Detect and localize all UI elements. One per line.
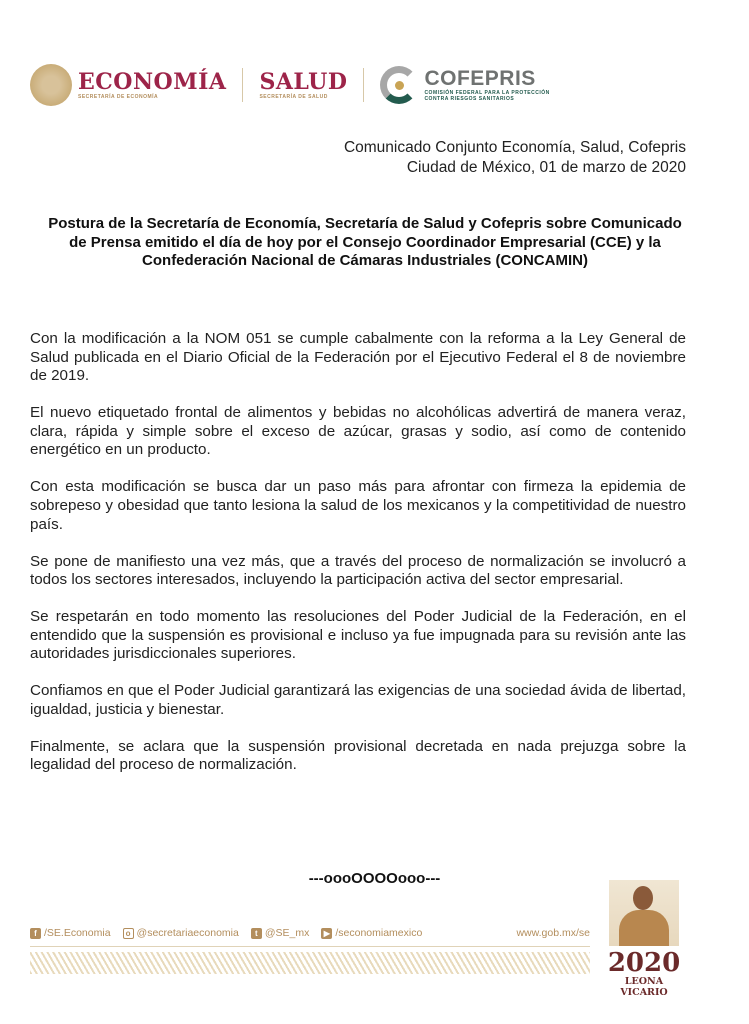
paragraph: Se respetarán en todo momento las resoluciones del Poder Judicial de la Federación, en el entendido que la suspensión es provisional e incluso ya fue impugnada para su revisión ante las autoridades jurisdiccionales superiores.: [30, 608, 686, 663]
divider: [242, 68, 243, 102]
cofepris-icon: [380, 66, 418, 104]
paragraph: Con esta modificación se busca dar un paso más para afrontar con firmeza la epidemia de sobrepeso y obesidad que tanto lesiona la salud de los mexicanos y la competitividad de nuestro país.: [30, 478, 686, 533]
social-links: [30, 927, 590, 939]
paragraph: Con la modificación a la NOM 051 se cumple cabalmente con la reforma a la Ley General de Salud publicada en el Diario Oficial de la Federación por el Ejecutivo Federal el 8 de noviembre de 2019.: [30, 330, 686, 385]
place-date: Ciudad de México, 01 de marzo de 2020: [406, 159, 686, 176]
twitter-icon: t: [251, 928, 262, 939]
cofepris-name: COFEPRIS: [424, 67, 536, 90]
year-label: 2020: [607, 948, 681, 978]
facebook-link[interactable]: /SE.Economia: [44, 927, 111, 939]
communique-type: Comunicado Conjunto Economía, Salud, Cofepris: [343, 139, 686, 156]
cofepris-sub2: CONTRA RIESGOS SANITARIOS: [424, 96, 515, 102]
document-title: Postura de la Secretaría de Economía, Secretaría de Salud y Cofepris sobre Comunicado de Prensa emitido el día de hoy por el Consejo Coordinador Empresarial (CCE) y la Confederación Nacional de Cámaras Industriales (CONCAMIN): [48, 215, 682, 269]
leona-vicario-label: LEONA VICARIO: [620, 976, 668, 998]
document-body: [30, 330, 686, 793]
document-meta: [344, 138, 686, 178]
paragraph: Se pone de manifiesto una vez más, que a través del proceso de normalización se involucró a todos los sectores interesados, incluyendo la participación activa del sector empresarial.: [30, 552, 686, 589]
economia-logo: [78, 70, 226, 100]
salud-name: SALUD: [259, 69, 348, 95]
instagram-link[interactable]: @secretariaeconomia: [136, 927, 239, 939]
cofepris-logo: [424, 68, 549, 102]
decorative-pattern: [30, 952, 590, 974]
mexico-seal-logo: [30, 64, 72, 106]
cofepris-sub1: COMISIÓN FEDERAL PARA LA PROTECCIÓN: [424, 90, 550, 96]
paragraph: Confiamos en que el Poder Judicial garantizará las exigencias de una sociedad ávida de libertad, igualdad, justicia y bienestar.: [30, 682, 686, 718]
youtube-icon: ▶: [321, 928, 332, 939]
divider: [363, 68, 364, 102]
twitter-link[interactable]: @SE_mx: [264, 927, 310, 939]
website-link[interactable]: www.gob.mx/se: [516, 927, 590, 939]
salud-logo: [259, 70, 347, 100]
economia-name: ECONOMÍA: [78, 69, 227, 95]
facebook-icon: f: [30, 928, 41, 939]
closing-mark: ---oooOOOOooo---: [308, 870, 441, 887]
footer-rule: [30, 946, 590, 947]
salud-sub: SECRETARÍA DE SALUD: [259, 94, 328, 100]
instagram-icon: o: [123, 928, 134, 939]
economia-sub: SECRETARÍA DE ECONOMÍA: [78, 94, 159, 100]
paragraph: El nuevo etiquetado frontal de alimentos y bebidas no alcohólicas advertirá de manera veraz, clara, rápida y simple sobre el exceso de azúcar, grasas y sodio, así como de contenido energético en un producto.: [30, 404, 686, 459]
leona-vicario-portrait: [609, 880, 679, 946]
youtube-link[interactable]: /seconomiamexico: [335, 927, 423, 939]
header-logos: [30, 60, 550, 110]
leona-vicario-emblem: [604, 880, 684, 998]
paragraph: Finalmente, se aclara que la suspensión provisional decretada en nada prejuzga sobre la legalidad del proceso de normalización.: [30, 737, 686, 774]
